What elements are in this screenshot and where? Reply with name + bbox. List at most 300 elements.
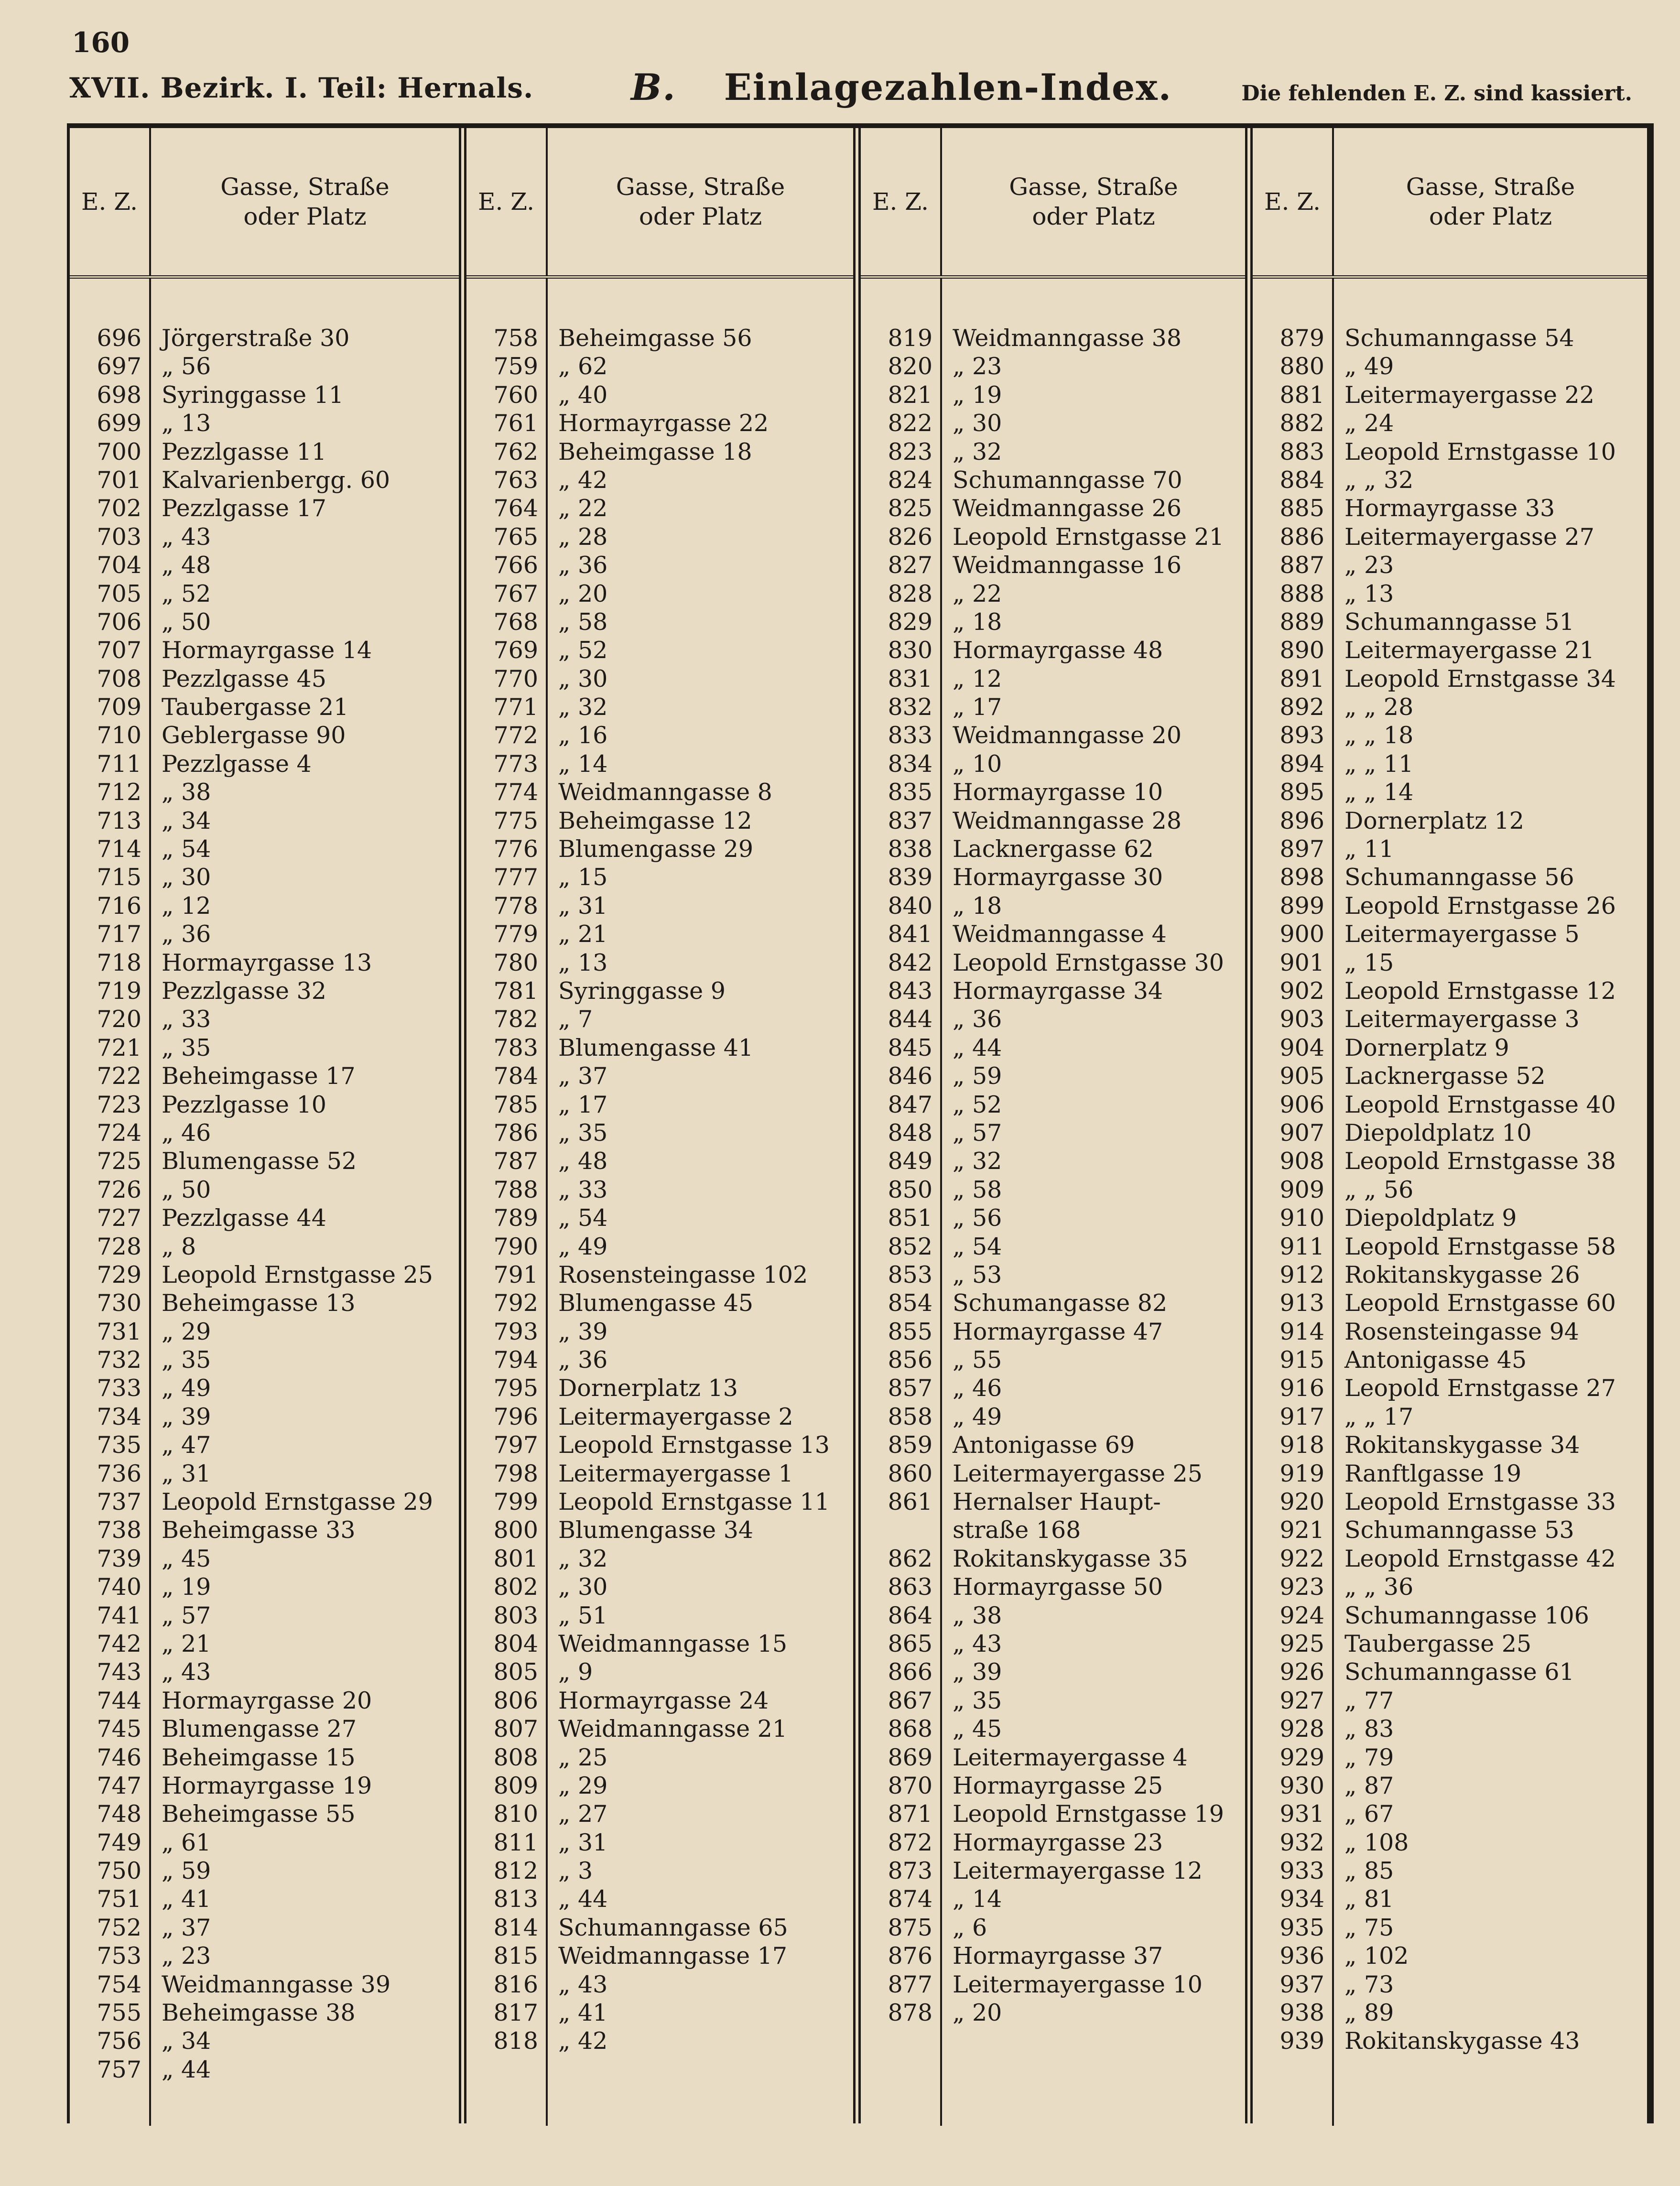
street-address: „ 3 [558, 1857, 593, 1885]
table-row [861, 1289, 1245, 1317]
street-address: „ 30 [558, 665, 608, 693]
street-address: „ 46 [162, 1119, 211, 1147]
street-address: Leitermayergasse 10 [953, 1970, 1203, 1998]
street-address: „ 30 [162, 864, 211, 891]
street-address: Leopold Ernstgasse 21 [953, 523, 1224, 551]
street-address: „ 31 [558, 1829, 608, 1856]
ez-number: 717 [97, 920, 141, 948]
street-address: „ 28 [558, 523, 608, 551]
street-address: Rokitanskygasse 35 [953, 1545, 1188, 1572]
ez-number: 763 [493, 466, 538, 494]
table-row [861, 1005, 1245, 1033]
table-row [861, 1516, 1245, 1544]
ez-number: 859 [888, 1431, 932, 1459]
ez-number: 705 [97, 580, 141, 607]
street-address: Pezzlgasse 10 [162, 1091, 326, 1118]
table-row [1253, 1261, 1647, 1289]
street-address: „ 89 [1344, 1999, 1394, 2027]
street-address: „ 34 [162, 2027, 211, 2055]
street-address: „ 16 [558, 722, 608, 749]
table-row [1253, 693, 1647, 721]
table-row [466, 892, 853, 920]
street-address: Geblergasse 90 [162, 722, 346, 749]
street-address: „ 42 [558, 466, 608, 494]
table-row [1253, 1999, 1647, 2027]
street-address: Rokitanskygasse 43 [1344, 2027, 1580, 2055]
ez-number: 724 [97, 1119, 141, 1147]
ez-number: 908 [1279, 1147, 1324, 1175]
ez-number: 827 [888, 552, 932, 579]
table-row [861, 1602, 1245, 1630]
ez-number: 725 [97, 1147, 141, 1175]
street-address: „ „ 17 [1344, 1403, 1414, 1430]
ez-number: 797 [493, 1431, 538, 1459]
table-row [1253, 1204, 1647, 1232]
street-address: „ 12 [162, 892, 211, 920]
street-address: „ 57 [162, 1602, 211, 1629]
street-address: Leopold Ernstgasse 19 [953, 1800, 1224, 1828]
street-address: „ 36 [558, 552, 608, 579]
street-address: Leitermayergasse 21 [1344, 637, 1594, 664]
street-address: „ 49 [558, 1233, 608, 1260]
table-row [70, 1062, 459, 1090]
table-row [466, 1374, 853, 1402]
ez-number: 767 [493, 580, 538, 607]
street-address: „ 53 [953, 1261, 1002, 1288]
ez-number: 772 [493, 722, 538, 749]
table-row [1253, 636, 1647, 664]
table-row [70, 920, 459, 948]
table-row [1253, 1431, 1647, 1459]
table-row [1253, 1857, 1647, 1885]
street-address: Hormayrgasse 23 [953, 1829, 1163, 1856]
table-row [1253, 1005, 1647, 1033]
street-address: „ „ 11 [1344, 750, 1414, 778]
ez-number: 779 [493, 920, 538, 948]
street-address: Antonigasse 69 [953, 1431, 1135, 1459]
table-row [466, 1573, 853, 1601]
table-row [466, 438, 853, 466]
table-row [466, 1233, 853, 1261]
ez-number: 783 [493, 1034, 538, 1061]
table-row [1253, 1091, 1647, 1119]
street-address: Leitermayergasse 2 [558, 1403, 793, 1430]
street-address: „ 39 [558, 1318, 608, 1345]
ez-number: 830 [888, 637, 932, 664]
ez-number: 843 [888, 977, 932, 1005]
ez-number: 854 [888, 1289, 932, 1317]
table-row [466, 665, 853, 693]
ez-number: 711 [97, 750, 141, 778]
ez-number: 722 [97, 1062, 141, 1090]
street-address: „ 55 [953, 1346, 1002, 1374]
note-header: Die fehlenden E. Z. sind kassiert. [1241, 81, 1632, 106]
table-row [70, 466, 459, 494]
table-row [861, 1743, 1245, 1772]
ez-number: 716 [97, 892, 141, 920]
table-row [861, 636, 1245, 664]
table-row [70, 381, 459, 409]
table-row [70, 1602, 459, 1630]
street-address: „ 48 [162, 552, 211, 579]
table-row [861, 1885, 1245, 1913]
table-row [466, 1488, 853, 1516]
street-address: „ 18 [953, 892, 1002, 920]
table-row [70, 352, 459, 380]
ez-number: 916 [1279, 1374, 1324, 1402]
street-address: Leopold Ernstgasse 25 [162, 1261, 433, 1288]
street-address: Pezzlgasse 45 [162, 665, 326, 693]
ez-number: 758 [493, 325, 538, 352]
table-row [466, 1687, 853, 1715]
ez-number: 927 [1279, 1687, 1324, 1714]
ez-number: 696 [97, 325, 141, 352]
street-address: Blumengasse 45 [558, 1289, 754, 1317]
table-row [466, 750, 853, 778]
ez-number: 788 [493, 1176, 538, 1203]
street-address: Diepoldplatz 10 [1344, 1119, 1532, 1147]
street-address: „ 85 [1344, 1857, 1394, 1885]
ez-number: 939 [1279, 2027, 1324, 2055]
street-address: Dornerplatz 13 [558, 1374, 738, 1402]
table-row [1253, 1289, 1647, 1317]
ez-number: 727 [97, 1204, 141, 1232]
ez-number: 837 [888, 807, 932, 834]
street-address: „ 32 [953, 438, 1002, 465]
ez-number: 814 [493, 1914, 538, 1941]
table-row [70, 1630, 459, 1658]
street-address: Weidmanngasse 16 [953, 552, 1181, 579]
table-row [1253, 1374, 1647, 1402]
street-address: „ 43 [162, 1658, 211, 1686]
table-row [466, 409, 853, 437]
ez-number: 759 [493, 353, 538, 380]
street-address: „ 52 [953, 1091, 1002, 1118]
street-address: „ 49 [1344, 353, 1394, 380]
ez-number: 872 [888, 1829, 932, 1856]
street-address: Beheimgasse 55 [162, 1800, 356, 1828]
street-header-line2: oder Platz [243, 203, 367, 230]
table-row [466, 494, 853, 522]
table-row [1253, 807, 1647, 835]
street-header [548, 128, 853, 275]
table-row [1253, 324, 1647, 352]
column-group-1 [70, 128, 466, 2123]
ez-number: 910 [1279, 1204, 1324, 1232]
ez-number: 698 [97, 381, 141, 409]
table-row [70, 665, 459, 693]
ez-number: 713 [97, 807, 141, 834]
table-row [70, 1857, 459, 1885]
street-address: „ 29 [558, 1772, 608, 1799]
table-row [70, 494, 459, 522]
street-address: „ 36 [953, 1006, 1002, 1033]
table-row [466, 721, 853, 749]
table-row [466, 1658, 853, 1686]
table-row [1253, 352, 1647, 380]
street-address: „ 47 [162, 1431, 211, 1459]
table-row [1253, 1743, 1647, 1772]
street-address: „ 34 [162, 807, 211, 834]
street-address: „ 38 [953, 1602, 1002, 1629]
ez-number: 923 [1279, 1573, 1324, 1601]
ez-number: 730 [97, 1289, 141, 1317]
street-address: Syringgasse 9 [558, 977, 726, 1005]
ez-number: 847 [888, 1091, 932, 1118]
street-address: Beheimgasse 17 [162, 1062, 356, 1090]
table-row [70, 778, 459, 806]
table-row [861, 1403, 1245, 1431]
table-row [70, 1204, 459, 1232]
street-address: Blumengasse 34 [558, 1516, 754, 1544]
street-address: „ 13 [162, 410, 211, 437]
street-address: Weidmanngasse 26 [953, 495, 1181, 522]
ez-number: 739 [97, 1545, 141, 1572]
street-address: „ 42 [558, 2027, 608, 2055]
table-row [70, 1346, 459, 1374]
table-row [466, 324, 853, 352]
street-header-line2: oder Platz [1429, 203, 1552, 230]
table-row [1253, 1970, 1647, 1999]
street-address: „ 57 [953, 1119, 1002, 1147]
street-address: Lacknergasse 52 [1344, 1062, 1546, 1090]
table-row [70, 523, 459, 551]
table-row [861, 1431, 1245, 1459]
ez-number: 812 [493, 1857, 538, 1885]
ez-number: 856 [888, 1346, 932, 1374]
street-address: Hormayrgasse 14 [162, 637, 372, 664]
table-row [466, 608, 853, 636]
ez-header: E. Z. [466, 128, 548, 275]
table-row [70, 721, 459, 749]
table-row [70, 1573, 459, 1601]
table-row [1253, 1062, 1647, 1090]
ez-number: 912 [1279, 1261, 1324, 1288]
street-address: „ 44 [953, 1034, 1002, 1061]
table-row [1253, 778, 1647, 806]
ez-number: 807 [493, 1715, 538, 1743]
table-row [466, 580, 853, 608]
table-row [1253, 1318, 1647, 1346]
ez-number: 874 [888, 1885, 932, 1913]
street-address: „ 62 [558, 353, 608, 380]
ez-number: 858 [888, 1403, 932, 1430]
table-row [1253, 1403, 1647, 1431]
table-row [70, 1403, 459, 1431]
table-row [861, 352, 1245, 380]
table-row [1253, 409, 1647, 437]
ez-number: 784 [493, 1062, 538, 1090]
table-row [70, 636, 459, 664]
street-address: Kalvarienbergg. 60 [162, 466, 390, 494]
table-row [466, 1999, 853, 2027]
table-row [1253, 1658, 1647, 1686]
ez-number: 889 [1279, 608, 1324, 636]
street-address: „ 15 [558, 864, 608, 891]
street-address: Pezzlgasse 4 [162, 750, 312, 778]
table-row [466, 920, 853, 948]
table-row [1253, 1942, 1647, 1970]
street-address: Weidmanngasse 20 [953, 722, 1181, 749]
table-row [466, 466, 853, 494]
ez-number: 840 [888, 892, 932, 920]
table-row [70, 1970, 459, 1999]
street-address: „ „ 14 [1344, 779, 1414, 806]
table-row [861, 1119, 1245, 1147]
ez-header: E. Z. [1253, 128, 1334, 275]
table-row [70, 807, 459, 835]
ez-number: 741 [97, 1602, 141, 1629]
table-row [70, 438, 459, 466]
table-row [466, 835, 853, 863]
table-row [70, 863, 459, 891]
street-address: „ 61 [162, 1829, 211, 1856]
street-address: „ 44 [162, 2056, 211, 2083]
street-address: „ 56 [953, 1204, 1002, 1232]
table-row [861, 438, 1245, 466]
ez-number: 773 [493, 750, 538, 778]
section-title: Einlagezahlen-Index. [724, 66, 1172, 108]
street-address: Hormayrgasse 10 [953, 779, 1163, 806]
street-address: Leopold Ernstgasse 40 [1344, 1091, 1616, 1118]
table-row [70, 1942, 459, 1970]
ez-number: 700 [97, 438, 141, 465]
ez-number: 926 [1279, 1658, 1324, 1686]
ez-number: 934 [1279, 1885, 1324, 1913]
ez-number: 867 [888, 1687, 932, 1714]
ez-number: 829 [888, 608, 932, 636]
ez-number: 768 [493, 608, 538, 636]
ez-number: 900 [1279, 920, 1324, 948]
table-row [466, 551, 853, 579]
ez-number: 762 [493, 438, 538, 465]
street-address: „ 11 [1344, 835, 1394, 863]
table-row [1253, 1630, 1647, 1658]
ez-number: 929 [1279, 1743, 1324, 1771]
table-row [466, 1914, 853, 1942]
street-address: Leitermayergasse 4 [953, 1743, 1188, 1771]
ez-number: 922 [1279, 1545, 1324, 1572]
ez-number: 810 [493, 1800, 538, 1828]
table-row [861, 1176, 1245, 1204]
table-row [861, 1715, 1245, 1743]
table-row [70, 1318, 459, 1346]
street-address: Leitermayergasse 27 [1344, 523, 1594, 551]
ez-number: 890 [1279, 637, 1324, 664]
ez-number: 704 [97, 552, 141, 579]
ez-number: 865 [888, 1630, 932, 1657]
street-address: „ 49 [162, 1374, 211, 1402]
table-row [861, 1658, 1245, 1686]
ez-number: 932 [1279, 1829, 1324, 1856]
street-address: „ 35 [162, 1346, 211, 1374]
street-address: „ 19 [953, 381, 1002, 409]
street-address: Pezzlgasse 44 [162, 1204, 326, 1232]
table-row [466, 1289, 853, 1317]
ez-number: 831 [888, 665, 932, 693]
ez-number: 915 [1279, 1346, 1324, 1374]
ez-number: 811 [493, 1829, 538, 1856]
table-row [70, 977, 459, 1005]
ez-number: 806 [493, 1687, 538, 1714]
ez-number: 707 [97, 637, 141, 664]
ez-number: 904 [1279, 1034, 1324, 1061]
ez-number: 697 [97, 353, 141, 380]
street-address: Leitermayergasse 5 [1344, 920, 1580, 948]
street-address: Leopold Ernstgasse 30 [953, 949, 1224, 976]
ez-number: 848 [888, 1119, 932, 1147]
ez-number: 914 [1279, 1318, 1324, 1345]
street-address: „ „ 36 [1344, 1573, 1414, 1601]
street-address: „ 46 [953, 1374, 1002, 1402]
table-row [861, 1318, 1245, 1346]
street-address: Hormayrgasse 37 [953, 1942, 1163, 1970]
ez-number: 708 [97, 665, 141, 693]
ez-number: 906 [1279, 1091, 1324, 1118]
ez-number: 834 [888, 750, 932, 778]
street-address: Schumanngasse 106 [1344, 1602, 1589, 1629]
ez-number: 845 [888, 1034, 932, 1061]
ez-number: 885 [1279, 495, 1324, 522]
table-row [466, 1743, 853, 1772]
page-number: 160 [72, 26, 130, 59]
ez-number: 864 [888, 1602, 932, 1629]
table-row [861, 807, 1245, 835]
table-row [466, 1460, 853, 1488]
table-row [466, 1772, 853, 1800]
street-address: „ 32 [558, 693, 608, 721]
table-row [466, 1204, 853, 1232]
ez-number: 893 [1279, 722, 1324, 749]
street-address: „ 18 [953, 608, 1002, 636]
column-header [861, 128, 1245, 279]
street-address: „ 22 [953, 580, 1002, 607]
ez-number: 701 [97, 466, 141, 494]
street-address: „ 67 [1344, 1800, 1394, 1828]
street-address: Hormayrgasse 13 [162, 949, 372, 976]
table-row [70, 1289, 459, 1317]
table-row [1253, 523, 1647, 551]
street-address: „ 30 [953, 410, 1002, 437]
street-address: „ 41 [558, 1999, 608, 2027]
index-table [67, 123, 1654, 2123]
table-row [861, 1488, 1245, 1516]
ez-number: 894 [1279, 750, 1324, 778]
ez-number: 884 [1279, 466, 1324, 494]
ez-number: 746 [97, 1743, 141, 1771]
ez-number: 743 [97, 1658, 141, 1686]
street-address: „ 8 [162, 1233, 196, 1260]
street-address: „ 15 [1344, 949, 1394, 976]
street-address: Weidmanngasse 39 [162, 1970, 390, 1998]
table-row [1253, 2027, 1647, 2055]
ez-number: 734 [97, 1403, 141, 1430]
ez-number: 755 [97, 1999, 141, 2027]
ez-number: 821 [888, 381, 932, 409]
table-row [861, 324, 1245, 352]
street-address: Hormayrgasse 20 [162, 1687, 372, 1714]
ez-number: 896 [1279, 807, 1324, 834]
table-row [466, 1176, 853, 1204]
street-address: Rosensteingasse 102 [558, 1261, 808, 1288]
table-row [466, 1403, 853, 1431]
table-row [1253, 1176, 1647, 1204]
ez-number: 798 [493, 1460, 538, 1487]
table-row [861, 721, 1245, 749]
ez-number: 911 [1279, 1233, 1324, 1260]
table-row [70, 580, 459, 608]
table-row [1253, 1715, 1647, 1743]
